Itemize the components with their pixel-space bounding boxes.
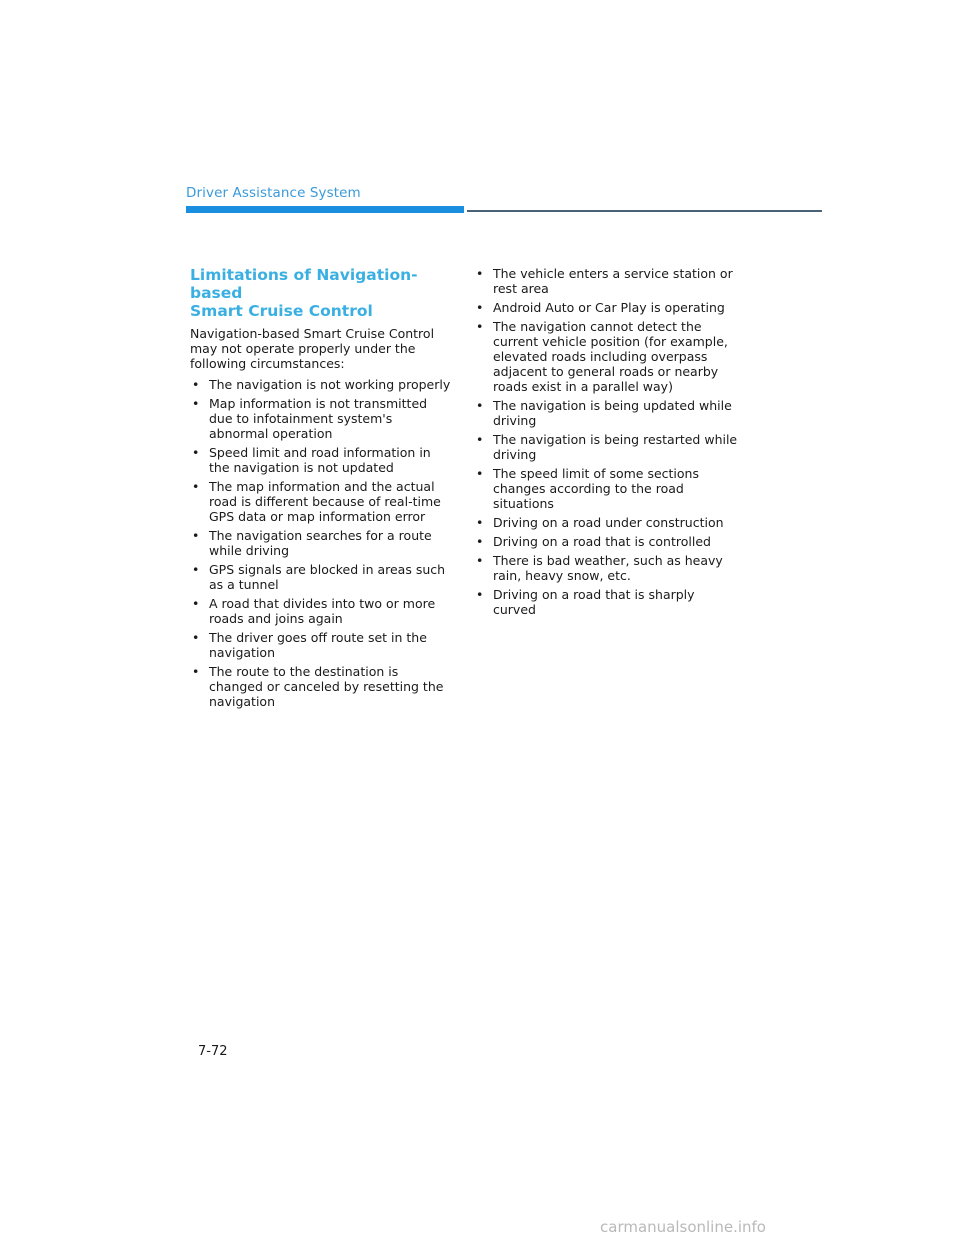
watermark: carmanualsonline.info xyxy=(600,1218,766,1236)
list-item-text: GPS data or map information error xyxy=(209,509,426,524)
bullet-marker: • xyxy=(476,319,484,334)
list-item-text: changed or canceled by resetting the xyxy=(209,679,444,694)
list-item-text: navigation xyxy=(209,694,275,709)
bullet-marker: • xyxy=(192,445,200,460)
list-item-text: The vehicle enters a service station or xyxy=(493,266,733,281)
list-item xyxy=(190,445,460,475)
list-item-text: driving xyxy=(493,447,537,462)
list-item xyxy=(474,300,749,315)
list-item-text: There is bad weather, such as heavy xyxy=(493,553,723,568)
list-item-text: curved xyxy=(493,602,536,617)
bullet-marker: • xyxy=(192,377,200,392)
header-title: Driver Assistance System xyxy=(186,185,361,201)
bullet-marker: • xyxy=(476,432,484,447)
list-item-text: The navigation is being updated while xyxy=(493,398,732,413)
list-item-text: Speed limit and road information in xyxy=(209,445,431,460)
list-item xyxy=(474,534,749,549)
intro-line: may not operate properly under the xyxy=(190,341,416,356)
list-item-text: roads and joins again xyxy=(209,611,343,626)
bullet-marker: • xyxy=(476,534,484,549)
list-item xyxy=(474,587,749,617)
list-item xyxy=(190,396,460,441)
bullet-marker: • xyxy=(192,630,200,645)
list-item-text: situations xyxy=(493,496,554,511)
list-item xyxy=(474,266,749,296)
intro-paragraph xyxy=(190,326,460,371)
list-item-text: The route to the destination is xyxy=(209,664,399,679)
list-item-text: due to infotainment system's xyxy=(209,411,393,426)
right-column xyxy=(474,266,749,621)
bullet-marker: • xyxy=(476,587,484,602)
section-heading xyxy=(190,266,460,320)
list-item-text: navigation xyxy=(209,645,275,660)
list-item xyxy=(474,466,749,511)
list-item-text: current vehicle position (for example, xyxy=(493,334,728,349)
list-item-text: as a tunnel xyxy=(209,577,279,592)
list-item-text: The navigation is being restarted while xyxy=(493,432,738,447)
bullet-marker: • xyxy=(192,596,200,611)
list-item xyxy=(474,553,749,583)
list-item-text: rain, heavy snow, etc. xyxy=(493,568,631,583)
list-item-text: road is different because of real-time xyxy=(209,494,441,509)
list-item-text: abnormal operation xyxy=(209,426,333,441)
bullet-marker: • xyxy=(192,479,200,494)
list-item-text: The speed limit of some sections xyxy=(493,466,699,481)
intro-line: following circumstances: xyxy=(190,356,345,371)
list-item-text: The driver goes off route set in the xyxy=(209,630,427,645)
list-item-text: The navigation searches for a route xyxy=(209,528,432,543)
list-item xyxy=(474,398,749,428)
section-heading-line: Limitations of Navigation-based xyxy=(190,266,418,302)
list-item-text: roads exist in a parallel way) xyxy=(493,379,673,394)
list-item xyxy=(190,528,460,558)
list-item-text: elevated roads including overpass xyxy=(493,349,708,364)
list-item xyxy=(190,377,460,392)
list-item-text: changes according to the road xyxy=(493,481,684,496)
bullet-marker: • xyxy=(192,528,200,543)
list-item-text: rest area xyxy=(493,281,549,296)
bullet-marker: • xyxy=(192,396,200,411)
list-item-text: Driving on a road that is controlled xyxy=(493,534,711,549)
list-item xyxy=(190,479,460,524)
header-rule xyxy=(467,210,822,212)
bullet-marker: • xyxy=(476,398,484,413)
list-item-text: Driving on a road under construction xyxy=(493,515,724,530)
left-column xyxy=(190,266,460,713)
list-item-text: adjacent to general roads or nearby xyxy=(493,364,719,379)
list-item-text: A road that divides into two or more xyxy=(209,596,436,611)
bullet-marker: • xyxy=(476,300,484,315)
bullet-marker: • xyxy=(192,664,200,679)
bullet-marker: • xyxy=(476,266,484,281)
list-item xyxy=(474,432,749,462)
list-item-text: Map information is not transmitted xyxy=(209,396,428,411)
section-heading-line: Smart Cruise Control xyxy=(190,302,373,320)
list-item-text: the navigation is not updated xyxy=(209,460,394,475)
bullet-marker: • xyxy=(476,466,484,481)
list-item-text: The map information and the actual xyxy=(209,479,435,494)
header-accent-bar xyxy=(186,206,464,213)
bullet-marker: • xyxy=(476,515,484,530)
list-item-text: GPS signals are blocked in areas such xyxy=(209,562,446,577)
list-item-text: The navigation is not working properly xyxy=(209,377,451,392)
list-item xyxy=(190,562,460,592)
left-bullet-list xyxy=(190,377,460,709)
list-item-text: Android Auto or Car Play is operating xyxy=(493,300,725,315)
list-item xyxy=(190,664,460,709)
bullet-marker: • xyxy=(476,553,484,568)
list-item-text: Driving on a road that is sharply xyxy=(493,587,695,602)
list-item-text: while driving xyxy=(209,543,290,558)
list-item-text: driving xyxy=(493,413,537,428)
bullet-marker: • xyxy=(192,562,200,577)
intro-line: Navigation-based Smart Cruise Control xyxy=(190,326,435,341)
list-item-text: The navigation cannot detect the xyxy=(493,319,702,334)
list-item xyxy=(474,319,749,394)
right-bullet-list xyxy=(474,266,749,617)
list-item xyxy=(190,596,460,626)
list-item xyxy=(474,515,749,530)
page-number: 7-72 xyxy=(198,1044,228,1059)
list-item xyxy=(190,630,460,660)
